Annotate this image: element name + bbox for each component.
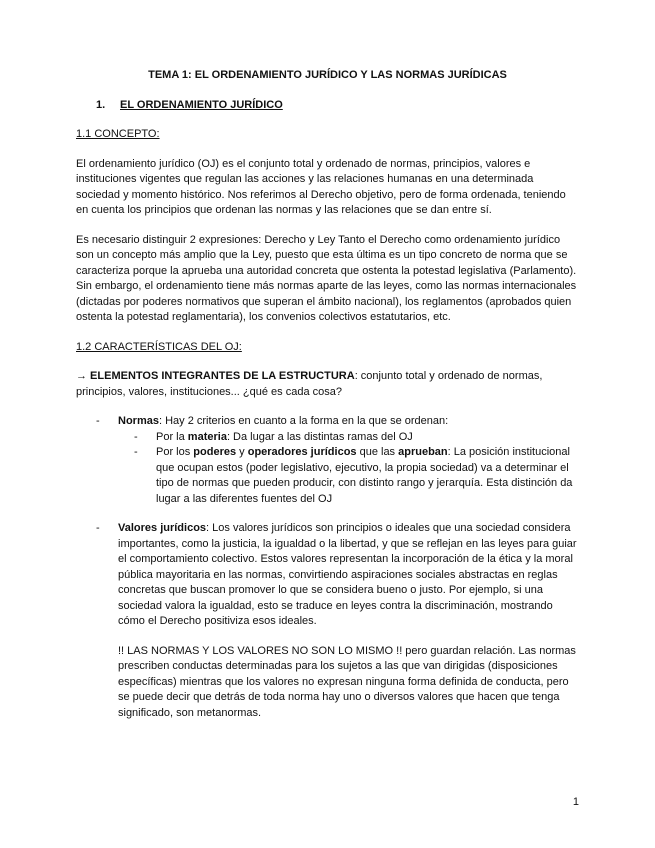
page-number: 1 xyxy=(572,795,579,808)
list-item-valores xyxy=(76,521,579,630)
bullet-dash-icon: - xyxy=(134,446,138,458)
subsection-1-2-heading: 1.2 CARACTERÍSTICAS DEL OJ: xyxy=(76,340,242,353)
list-item-poderes-text: Por los poderes y operadores jurídicos que las aprueban: La posición institucional que ocupan estos (poder legislativo, ejecutivo, la propia sociedad) va a determinar el tipo de normas que pueden producir, con distinto rango y jerarquía. Esta distinción da lugar a las diferentes fuentes del OJ xyxy=(156,446,573,505)
section-1-heading xyxy=(76,98,579,114)
concept-paragraph-1: El ordenamiento jurídico (OJ) es el conjunto total y ordenado de normas, principios, valores e instituciones vigentes que regulan las acciones y las relaciones humanas en una determinada sociedad y momento histórico. Nos referimos al Derecho objetivo, pero de forma ordenada, teniendo en cuenta los principios que ordenan las normas y las relaciones que se dan entre sí. xyxy=(76,157,566,216)
normas-valores-note: !! LAS NORMAS Y LOS VALORES NO SON LO MISMO !! pero guardan relación. Las normas prescriben conductas determinadas para los sujetos a las que van dirigidas (disposiciones específicas) mientras que los valores no expresan ninguna forma definida de conducta, pero se puede decir que detrás de toda norma hay uno o diversos valores que hacen que tenga significado, son metanormas. xyxy=(118,644,576,719)
subsection-1-1-heading: 1.1 CONCEPTO: xyxy=(76,128,160,140)
document-title: TEMA 1: EL ORDENAMIENTO JURÍDICO Y LAS NORMAS JURÍDICAS xyxy=(148,69,507,81)
bullet-dash-icon: - xyxy=(96,415,100,427)
list-item-valores-text: Valores jurídicos: Los valores jurídicos son principios o ideales que una sociedad considera importantes, como la justicia, la igualdad o la libertad, y que se reflejan en las leyes para guiar el comportamiento colectivo. Estos valores representan la incorporación de la ética y la moral pública mayoritaria en las normas, convirtiendo aspiraciones sociales abstractas en reglas concretas que buscan promover lo que se considera bueno o justo. Por ejemplo, si una sociedad valora la igualdad, esto se traduce en leyes contra la discriminación, mostrando cómo el Derecho positiviza esos ideales. xyxy=(118,522,577,627)
section-1-number: 1. xyxy=(96,98,106,111)
list-item-poderes xyxy=(76,445,579,507)
section-1-title: EL ORDENAMIENTO JURÍDICO xyxy=(120,98,283,111)
list-item-materia-text: Por la materia: Da lugar a las distintas ramas del OJ xyxy=(156,430,413,443)
concept-paragraph-2: Es necesario distinguir 2 expresiones: Derecho y Ley Tanto el Derecho como ordenamiento jurídico son un concepto más amplio que la Ley, puesto que esta última es un tipo concreto de norma que se caracteriza porque la aprueba una autoridad concreta que ostenta la potestad legislativa (Parlamento). Sin embargo, el ordenamiento tiene más normas aparte de las leyes, como las normas internacionales (dictadas por poderes normativos que superan el ámbito nacional), los reglamentos (aprobados quien ostenta la potestad reglamentaria), los convenios colectivos estatutarios, etc. xyxy=(76,233,577,323)
list-item-materia xyxy=(76,430,579,446)
list-item-normas xyxy=(76,414,579,430)
list-item-normas-text: Normas: Hay 2 criterios en cuanto a la forma en la que se ordenan: xyxy=(118,415,449,427)
structure-elements-intro: → ELEMENTOS INTEGRANTES DE LA ESTRUCTURA: conjunto total y ordenado de normas, principios, valores, instituciones... ¿qué es cada cosa? xyxy=(76,370,543,398)
bullet-dash-icon: - xyxy=(96,522,100,534)
bullet-dash-icon: - xyxy=(134,430,138,443)
